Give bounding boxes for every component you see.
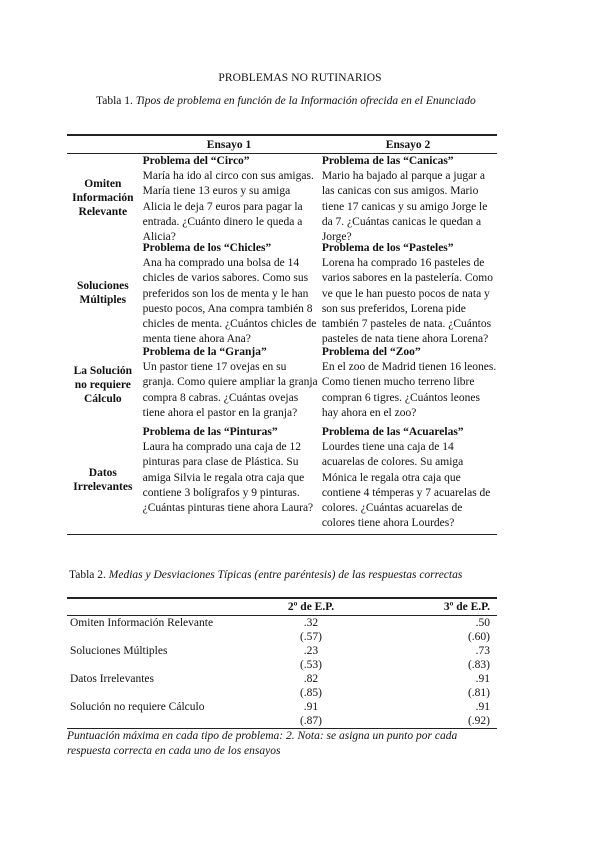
row-label: Omiten Información Relevante xyxy=(70,617,214,629)
problem-title: Problema de las “Acuarelas” xyxy=(321,426,464,438)
table-row xyxy=(67,345,497,425)
sd-3ep: (.81) xyxy=(467,687,490,699)
table1-header-ensayo2: Ensayo 2 xyxy=(385,138,431,151)
table1-header-ensayo1: Ensayo 1 xyxy=(206,138,252,151)
table2-footnote: Puntuación máxima en cada tipo de problema: 2. Nota: se asigna un punto por cada respuesta correcta en cada uno de los ensayos xyxy=(67,730,458,757)
problem-text: Lourdes tiene una caja de 14 acuarelas de colores. Su amiga Mónica le regala otra caja que contiene 4 témperas y 7 acuarelas de colores. ¿Cuántas acuarelas de colores tiene ahora Lourdes? xyxy=(321,441,491,530)
problem-title: Problema de los “Chicles” xyxy=(142,242,272,254)
problem-cell xyxy=(318,154,497,244)
table1-caption-prefix: Tabla 1. xyxy=(96,95,133,107)
row-label: Datos Irrelevantes xyxy=(73,466,133,493)
row-label: Datos Irrelevantes xyxy=(70,673,154,685)
problem-title: Problema de los “Pasteles” xyxy=(321,242,454,254)
problem-title: Problema del “Zoo” xyxy=(321,346,421,358)
table2-caption-text: Medias y Desviaciones Típicas (entre paréntesis) de las respuestas correctas xyxy=(108,569,463,581)
problem-cell xyxy=(318,425,497,534)
row-label: Soluciones Múltiples xyxy=(76,280,129,306)
problem-cell xyxy=(318,345,497,425)
problem-text: En el zoo de Madrid tienen 16 leones. Como tienen mucho terreno libre compran 6 tigres. ¿Cuántos leones hay ahora en el zoo? xyxy=(321,361,497,419)
table2 xyxy=(67,597,497,729)
sd-2ep: (.53) xyxy=(299,659,322,671)
table-row xyxy=(67,241,497,345)
table-row xyxy=(67,425,497,534)
mean-2ep: .32 xyxy=(303,617,319,629)
table2-header xyxy=(67,599,497,615)
table1-caption-text: Tipos de problema en función de la Información ofrecida en el Enunciado xyxy=(135,95,476,107)
table-row xyxy=(67,644,497,672)
problem-cell xyxy=(139,154,318,244)
table1-header xyxy=(67,136,497,153)
table2-caption-prefix: Tabla 2. xyxy=(69,569,106,581)
row-label: Omiten Información Relevante xyxy=(72,177,134,218)
table-row xyxy=(67,616,497,644)
mean-2ep: .91 xyxy=(303,701,319,713)
problem-title: Problema de la “Granja” xyxy=(142,346,267,358)
table1-caption xyxy=(96,95,476,107)
mean-3ep: .91 xyxy=(475,673,490,685)
sd-3ep: (.60) xyxy=(467,631,490,643)
table2-header-3ep: 3º de E.P. xyxy=(443,601,490,613)
problem-title: Problema de las “Pinturas” xyxy=(142,426,278,438)
row-label: Soluciones Múltiples xyxy=(70,645,168,657)
problem-text: María ha ido al circo con sus amigas. María tiene 13 euros y su amiga Alicia le deja 7 euros para pagar la entrada. ¿Cuánto dinero le queda a Alicia? xyxy=(142,170,314,244)
problem-cell xyxy=(139,345,318,425)
problem-text: Mario ha bajado al parque a jugar a las canicas con sus amigos. Mario tiene 17 canicas y su amigo Jorge le da 7. ¿Cuántas canicas le quedan a Jorge? xyxy=(321,170,488,244)
table-row xyxy=(67,700,497,728)
mean-3ep: .91 xyxy=(475,701,490,713)
table2-caption xyxy=(69,569,462,581)
table-row xyxy=(67,672,497,700)
sd-2ep: (.57) xyxy=(299,631,322,643)
problem-title: Problema del “Circo” xyxy=(142,155,250,167)
table1 xyxy=(67,134,497,535)
table1-bottom-rule xyxy=(67,534,497,535)
mean-3ep: .73 xyxy=(475,645,490,657)
mean-2ep: .82 xyxy=(303,673,319,685)
problem-cell xyxy=(139,241,318,345)
sd-3ep: (.83) xyxy=(467,659,490,671)
problem-title: Problema de las “Canicas” xyxy=(321,155,454,167)
problem-cell xyxy=(318,241,497,345)
sd-2ep: (.85) xyxy=(299,687,322,699)
problem-text: Ana ha comprado una bolsa de 14 chicles de varios sabores. Como sus preferidos son los de menta y le han puesto pocos, Ana compra también 8 chicles de menta. ¿Cuántos chicles de menta tiene ahora Ana? xyxy=(142,257,317,346)
problem-text: Laura ha comprado una caja de 12 pinturas para clase de Plástica. Su amiga Silvia le regala otra caja que contiene 3 bolígrafos y 9 pinturas. ¿Cuántas pinturas tiene ahora Laura? xyxy=(142,441,314,515)
page-title: PROBLEMAS NO RUTINARIOS xyxy=(218,72,382,84)
mean-2ep: .23 xyxy=(303,645,319,657)
sd-3ep: (.92) xyxy=(467,715,490,727)
problem-cell xyxy=(139,425,318,534)
problem-text: Un pastor tiene 17 ovejas en su granja. Como quiere ampliar la granja compra 8 cabras. ¿Cuántas ovejas tiene ahora el pastor en la granja? xyxy=(142,361,318,419)
mean-3ep: .50 xyxy=(475,617,490,629)
row-label: Solución no requiere Cálculo xyxy=(70,701,205,713)
table2-header-2ep: 2º de E.P. xyxy=(287,601,335,613)
row-label: La Solución no requiere Cálculo xyxy=(73,365,133,405)
sd-2ep: (.87) xyxy=(299,715,322,727)
problem-text: Lorena ha comprado 16 pasteles de varios sabores en la pastelería. Como ve que le han puesto pocos de nata y son sus preferidos, Lorena pide también 7 pasteles de nata. ¿Cuántos pasteles de nata tiene ahora Lorena? xyxy=(321,257,493,346)
table-row xyxy=(67,154,497,244)
